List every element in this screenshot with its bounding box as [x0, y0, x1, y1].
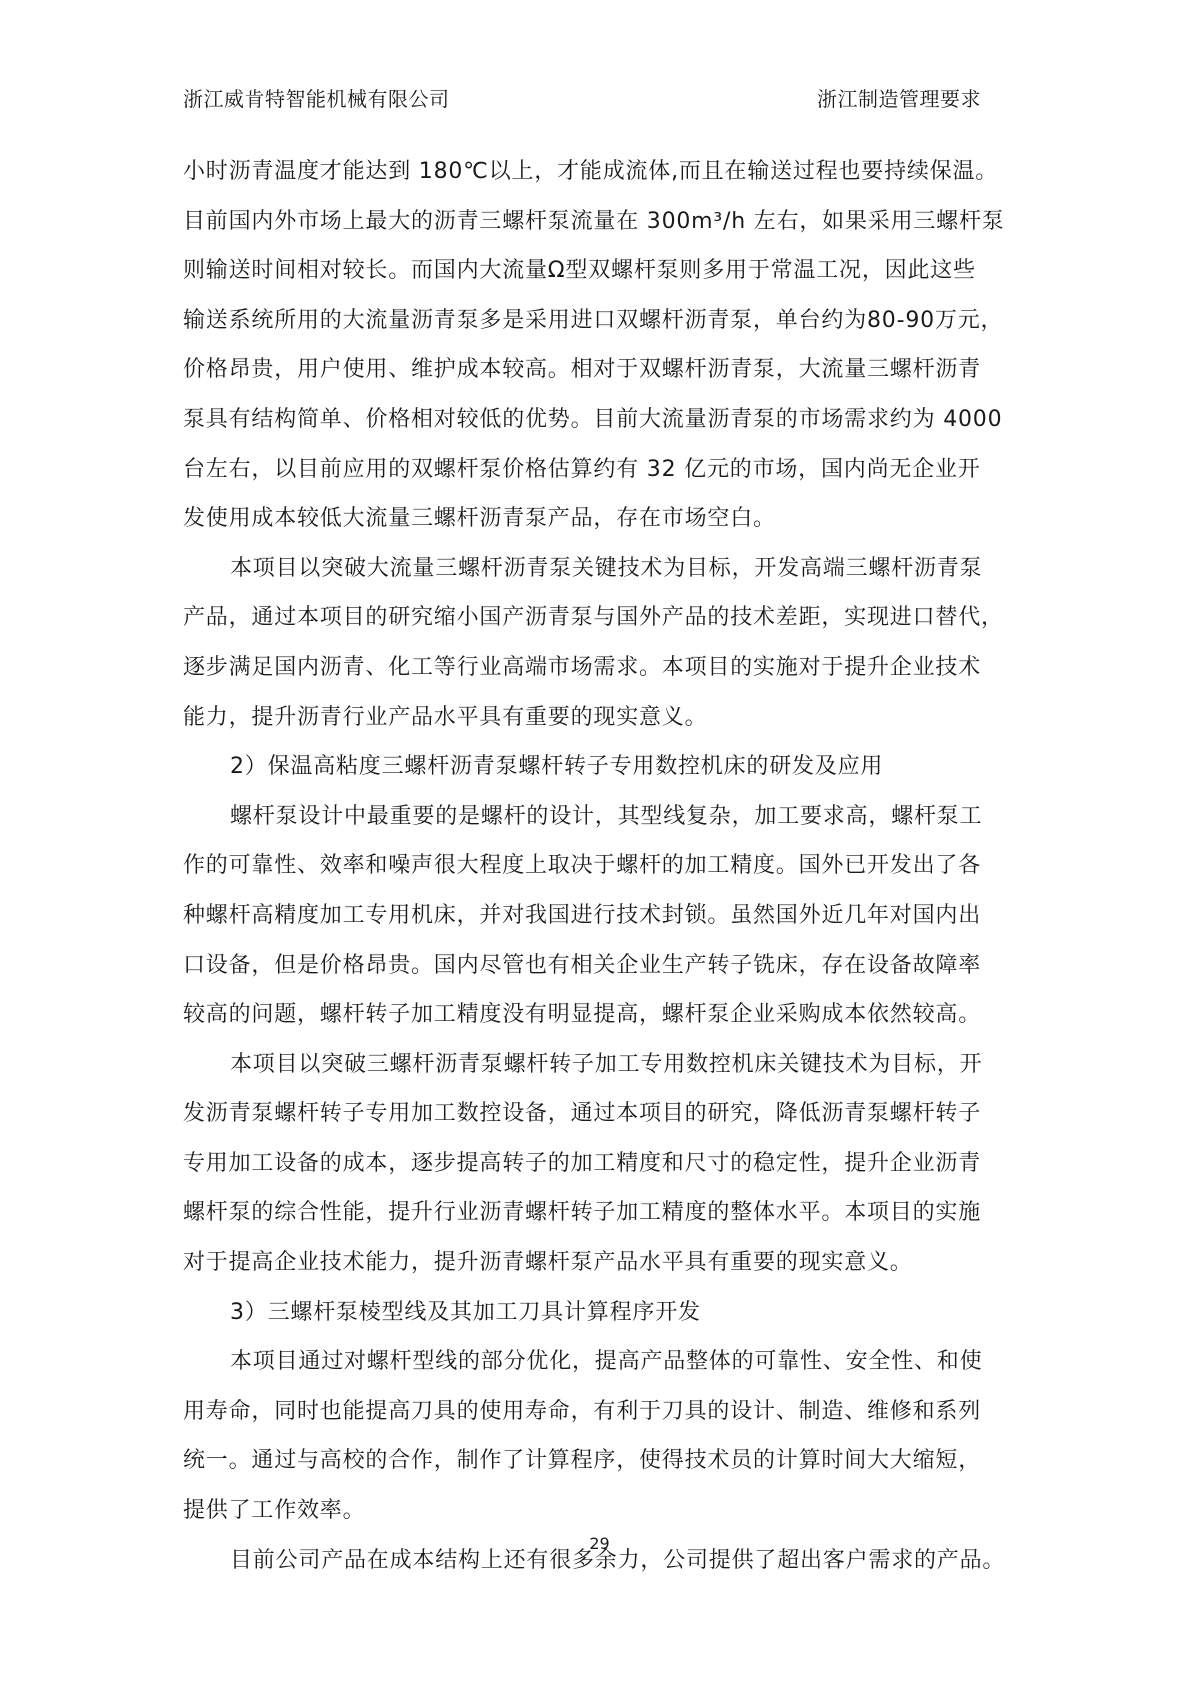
page-number: 29: [589, 1534, 610, 1553]
text-line: 发沥青泵螺杆转子专用加工数控设备，通过本项目的研究，降低沥青泵螺杆转子: [183, 1101, 982, 1127]
text-line: 输送系统所用的大流量沥青泵多是采用进口双螺杆沥青泵，单台约为80-90万元，: [183, 307, 1004, 333]
text-line: 逐步满足国内沥青、化工等行业高端市场需求。本项目的实施对于提升企业技术: [183, 654, 982, 680]
text-line: 泵具有结构简单、价格相对较低的优势。目前大流量沥青泵的市场需求约为 4000: [183, 406, 1003, 432]
text-line: 则输送时间相对较长。而国内大流量Ω型双螺杆泵则多用于常温工况，因此这些: [183, 258, 976, 284]
text-line: 小时沥青温度才能达到 180℃以上，才能成流体,而且在输送过程也要持续保温。: [183, 159, 999, 184]
text-line: 口设备，但是价格昂贵。国内尽管也有相关企业生产转子铣床，存在设备故障率: [183, 952, 982, 978]
text-line: 用寿命，同时也能提高刀具的使用寿命，有利于刀具的设计、制造、维修和系列: [183, 1398, 982, 1424]
text-line: 3）三螺杆泵棱型线及其加工刀具计算程序开发: [230, 1299, 701, 1325]
header-company-name: 浙江威肯特智能机械有限公司: [183, 86, 450, 111]
text-line: 目前公司产品在成本结构上还有很多余力，公司提供了超出客户需求的产品。: [230, 1547, 1006, 1573]
text-line: 本项目以突破大流量三螺杆沥青泵关键技术为目标，开发高端三螺杆沥青泵: [230, 555, 983, 581]
text-line: 台左右，以目前应用的双螺杆泵价格估算约有 32 亿元的市场，国内尚无企业开: [183, 456, 981, 482]
text-line: 统一。通过与高校的合作，制作了计算程序，使得技术员的计算时间大大缩短，: [183, 1448, 982, 1474]
text-line: 产品，通过本项目的研究缩小国产沥青泵与国外产品的技术差距，实现进口替代，: [183, 605, 1004, 631]
text-line: 螺杆泵的综合性能，提升行业沥青螺杆转子加工精度的整体水平。本项目的实施: [183, 1200, 982, 1226]
header-document-title: 浙江制造管理要求: [817, 86, 981, 111]
text-line: 提供了工作效率。: [183, 1498, 366, 1524]
text-line: 较高的问题，螺杆转子加工精度没有明显提高，螺杆泵企业采购成本依然较高。: [183, 1002, 982, 1028]
text-line: 螺杆泵设计中最重要的是螺杆的设计，其型线复杂，加工要求高，螺杆泵工: [230, 803, 983, 829]
text-line: 能力，提升沥青行业产品水平具有重要的现实意义。: [183, 704, 708, 730]
text-line: 目前国内外市场上最大的沥青三螺杆泵流量在 300m³/h 左右，如果采用三螺杆泵: [183, 208, 1005, 234]
text-line: 种螺杆高精度加工专用机床，并对我国进行技术封锁。虽然国外近几年对国内出: [183, 902, 982, 928]
text-line: 价格昂贵，用户使用、维护成本较高。相对于双螺杆沥青泵，大流量三螺杆沥青: [183, 357, 982, 383]
text-line: 本项目以突破三螺杆沥青泵螺杆转子加工专用数控机床关键技术为目标，开: [230, 1051, 983, 1077]
text-line: 发使用成本较低大流量三螺杆沥青泵产品，存在市场空白。: [183, 506, 776, 532]
text-line: 2）保温高粘度三螺杆沥青泵螺杆转子专用数控机床的研发及应用: [230, 754, 884, 780]
body-text: [183, 147, 1029, 1585]
text-line: 本项目通过对螺杆型线的部分优化，提高产品整体的可靠性、安全性、和使: [230, 1349, 983, 1375]
text-line: 对于提高企业技术能力，提升沥青螺杆泵产品水平具有重要的现实意义。: [183, 1250, 913, 1276]
text-line: 作的可靠性、效率和噪声很大程度上取决于螺杆的加工精度。国外已开发出了各: [183, 853, 982, 879]
text-line: 专用加工设备的成本，逐步提高转子的加工精度和尺寸的稳定性，提升企业沥青: [183, 1150, 982, 1176]
page-header: [183, 80, 981, 114]
